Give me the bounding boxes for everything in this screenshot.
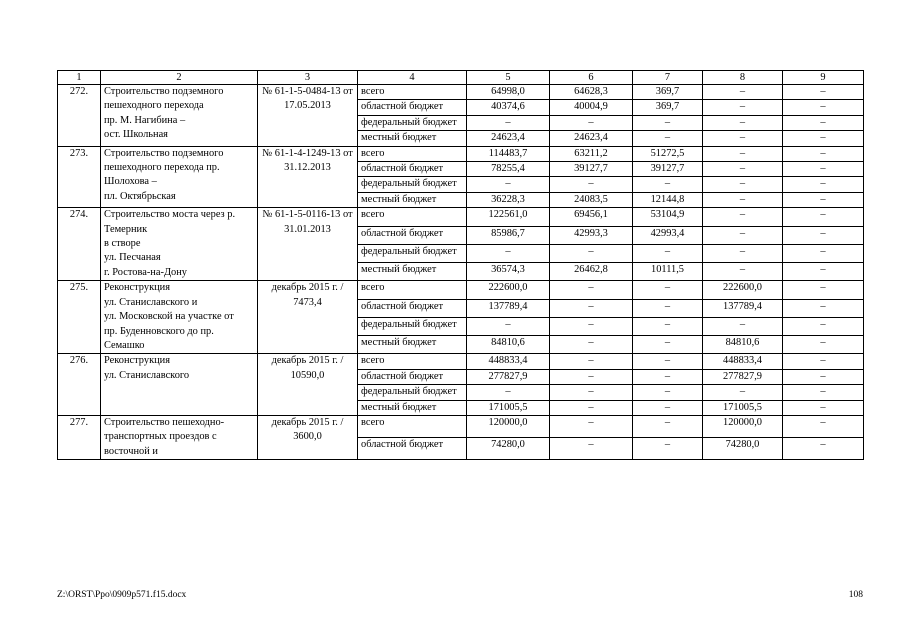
amount-cell: – (550, 354, 633, 369)
item-name: Реконструкция ул. Станиславского (101, 354, 258, 416)
amount-cell: 369,7 (633, 85, 703, 100)
amount-cell: 84810,6 (467, 336, 550, 354)
amount-cell: – (783, 385, 864, 400)
amount-cell: 78255,4 (467, 162, 550, 177)
table-row (58, 281, 864, 299)
amount-cell: – (633, 177, 703, 192)
amount-cell: – (633, 385, 703, 400)
amount-cell: – (633, 115, 703, 130)
amount-cell: – (783, 415, 864, 437)
amount-cell: – (467, 317, 550, 335)
amount-cell: 84810,6 (703, 336, 783, 354)
table-row (58, 146, 864, 161)
funding-source: областной бюджет (358, 438, 467, 460)
amount-cell: – (550, 438, 633, 460)
funding-source: местный бюджет (358, 263, 467, 281)
amount-cell: – (783, 146, 864, 161)
amount-cell: – (703, 100, 783, 115)
amount-cell: – (703, 177, 783, 192)
header-cell: 8 (703, 71, 783, 85)
amount-cell: 122561,0 (467, 208, 550, 226)
amount-cell: – (703, 162, 783, 177)
amount-cell: 39127,7 (633, 162, 703, 177)
item-number: 272. (58, 85, 101, 147)
amount-cell: 63211,2 (550, 146, 633, 161)
amount-cell: 42993,3 (550, 226, 633, 244)
amount-cell: – (467, 177, 550, 192)
header-cell: 9 (783, 71, 864, 85)
amount-cell: – (550, 385, 633, 400)
header-cell: 2 (101, 71, 258, 85)
amount-cell: – (467, 115, 550, 130)
funding-source: федеральный бюджет (358, 385, 467, 400)
amount-cell: – (783, 131, 864, 146)
funding-source: всего (358, 208, 467, 226)
funding-source: всего (358, 354, 467, 369)
amount-cell: 36574,3 (467, 263, 550, 281)
funding-source: областной бюджет (358, 162, 467, 177)
item-document: № 61-1-5-0484-13 от 17.05.2013 (258, 85, 358, 147)
amount-cell: – (783, 299, 864, 317)
item-number: 274. (58, 208, 101, 281)
item-document: декабрь 2015 г. / 7473,4 (258, 281, 358, 354)
amount-cell: 36228,3 (467, 192, 550, 207)
table-row (58, 354, 864, 369)
amount-cell: – (703, 385, 783, 400)
amount-cell: 448833,4 (467, 354, 550, 369)
amount-cell: – (703, 244, 783, 262)
header-cell: 6 (550, 71, 633, 85)
amount-cell: – (633, 336, 703, 354)
amount-cell: – (703, 131, 783, 146)
amount-cell: – (703, 85, 783, 100)
table-row (58, 208, 864, 226)
amount-cell: – (550, 317, 633, 335)
table-row (58, 415, 864, 437)
amount-cell: – (783, 281, 864, 299)
amount-cell: 120000,0 (703, 415, 783, 437)
amount-cell: – (467, 385, 550, 400)
funding-source: всего (358, 146, 467, 161)
header-cell: 5 (467, 71, 550, 85)
amount-cell: – (550, 400, 633, 415)
amount-cell: – (633, 354, 703, 369)
amount-cell: 222600,0 (703, 281, 783, 299)
amount-cell: – (550, 281, 633, 299)
amount-cell: – (633, 131, 703, 146)
amount-cell: – (783, 162, 864, 177)
funding-source: федеральный бюджет (358, 317, 467, 335)
amount-cell: 137789,4 (467, 299, 550, 317)
amount-cell: 69456,1 (550, 208, 633, 226)
funding-source: местный бюджет (358, 336, 467, 354)
amount-cell: – (550, 336, 633, 354)
amount-cell: 64998,0 (467, 85, 550, 100)
amount-cell: – (633, 281, 703, 299)
amount-cell: 53104,9 (633, 208, 703, 226)
funding-source: всего (358, 85, 467, 100)
header-row (58, 71, 864, 85)
amount-cell: 26462,8 (550, 263, 633, 281)
item-number: 275. (58, 281, 101, 354)
amount-cell: – (703, 146, 783, 161)
amount-cell: – (633, 369, 703, 384)
item-number: 277. (58, 415, 101, 459)
amount-cell: – (467, 244, 550, 262)
funding-source: федеральный бюджет (358, 115, 467, 130)
amount-cell: 369,7 (633, 100, 703, 115)
amount-cell: – (783, 226, 864, 244)
funding-source: местный бюджет (358, 131, 467, 146)
amount-cell: 24623,4 (467, 131, 550, 146)
amount-cell: 222600,0 (467, 281, 550, 299)
amount-cell: – (703, 317, 783, 335)
amount-cell: – (633, 244, 703, 262)
header-cell: 1 (58, 71, 101, 85)
footer-file-path: Z:\ORST\Ppo\0909p571.f15.docx (57, 590, 187, 600)
amount-cell: 74280,0 (703, 438, 783, 460)
amount-cell: – (783, 354, 864, 369)
amount-cell: – (703, 208, 783, 226)
item-number: 273. (58, 146, 101, 208)
amount-cell: – (633, 317, 703, 335)
amount-cell: 277827,9 (467, 369, 550, 384)
header-cell: 4 (358, 71, 467, 85)
amount-cell: – (783, 85, 864, 100)
amount-cell: – (783, 100, 864, 115)
funding-source: всего (358, 281, 467, 299)
amount-cell: 10111,5 (633, 263, 703, 281)
amount-cell: 40004,9 (550, 100, 633, 115)
funding-source: местный бюджет (358, 400, 467, 415)
amount-cell: 448833,4 (703, 354, 783, 369)
item-name: Строительство пешеходно-транспортных проездов с восточной и (101, 415, 258, 459)
funding-source: областной бюджет (358, 226, 467, 244)
amount-cell: – (550, 244, 633, 262)
amount-cell: – (550, 177, 633, 192)
item-number: 276. (58, 354, 101, 416)
amount-cell: 12144,8 (633, 192, 703, 207)
item-name: Реконструкция ул. Станиславского и ул. Московской на участке от пр. Буденновского до пр. Семашко (101, 281, 258, 354)
amount-cell: – (703, 115, 783, 130)
amount-cell: – (783, 317, 864, 335)
amount-cell: – (783, 369, 864, 384)
funding-source: федеральный бюджет (358, 244, 467, 262)
amount-cell: – (550, 299, 633, 317)
item-name: Строительство моста через р. Темерник в створе ул. Песчаная г. Ростова-на-Дону (101, 208, 258, 281)
amount-cell: – (783, 115, 864, 130)
header-cell: 7 (633, 71, 703, 85)
amount-cell: – (550, 415, 633, 437)
amount-cell: 42993,4 (633, 226, 703, 244)
amount-cell: 85986,7 (467, 226, 550, 244)
amount-cell: 137789,4 (703, 299, 783, 317)
amount-cell: 114483,7 (467, 146, 550, 161)
amount-cell: 24623,4 (550, 131, 633, 146)
item-name: Строительство подземного пешеходного перехода пр. М. Нагибина – ост. Школьная (101, 85, 258, 147)
amount-cell: – (550, 115, 633, 130)
amount-cell: 64628,3 (550, 85, 633, 100)
amount-cell: – (783, 192, 864, 207)
table-row (58, 85, 864, 100)
amount-cell: – (703, 263, 783, 281)
budget-table (57, 70, 864, 460)
funding-source: федеральный бюджет (358, 177, 467, 192)
amount-cell: 120000,0 (467, 415, 550, 437)
amount-cell: – (633, 415, 703, 437)
item-document: декабрь 2015 г. / 3600,0 (258, 415, 358, 459)
funding-source: областной бюджет (358, 369, 467, 384)
header-cell: 3 (258, 71, 358, 85)
amount-cell: 74280,0 (467, 438, 550, 460)
amount-cell: – (550, 369, 633, 384)
amount-cell: 171005,5 (467, 400, 550, 415)
amount-cell: – (783, 263, 864, 281)
footer-page-number: 108 (848, 590, 863, 600)
amount-cell: – (783, 336, 864, 354)
item-document: № 61-1-5-0116-13 от 31.01.2013 (258, 208, 358, 281)
amount-cell: 40374,6 (467, 100, 550, 115)
amount-cell: – (633, 438, 703, 460)
item-name: Строительство подземного пешеходного перехода пр. Шолохова – пл. Октябрьская (101, 146, 258, 208)
funding-source: всего (358, 415, 467, 437)
amount-cell: – (783, 400, 864, 415)
amount-cell: – (783, 208, 864, 226)
amount-cell: – (783, 177, 864, 192)
funding-source: областной бюджет (358, 299, 467, 317)
amount-cell: 24083,5 (550, 192, 633, 207)
amount-cell: 39127,7 (550, 162, 633, 177)
funding-source: областной бюджет (358, 100, 467, 115)
funding-source: местный бюджет (358, 192, 467, 207)
amount-cell: – (703, 226, 783, 244)
amount-cell: 51272,5 (633, 146, 703, 161)
amount-cell: 171005,5 (703, 400, 783, 415)
amount-cell: – (783, 438, 864, 460)
item-document: декабрь 2015 г. / 10590,0 (258, 354, 358, 416)
amount-cell: – (633, 299, 703, 317)
amount-cell: 277827,9 (703, 369, 783, 384)
amount-cell: – (633, 400, 703, 415)
item-document: № 61-1-4-1249-13 от 31.12.2013 (258, 146, 358, 208)
amount-cell: – (703, 192, 783, 207)
amount-cell: – (783, 244, 864, 262)
